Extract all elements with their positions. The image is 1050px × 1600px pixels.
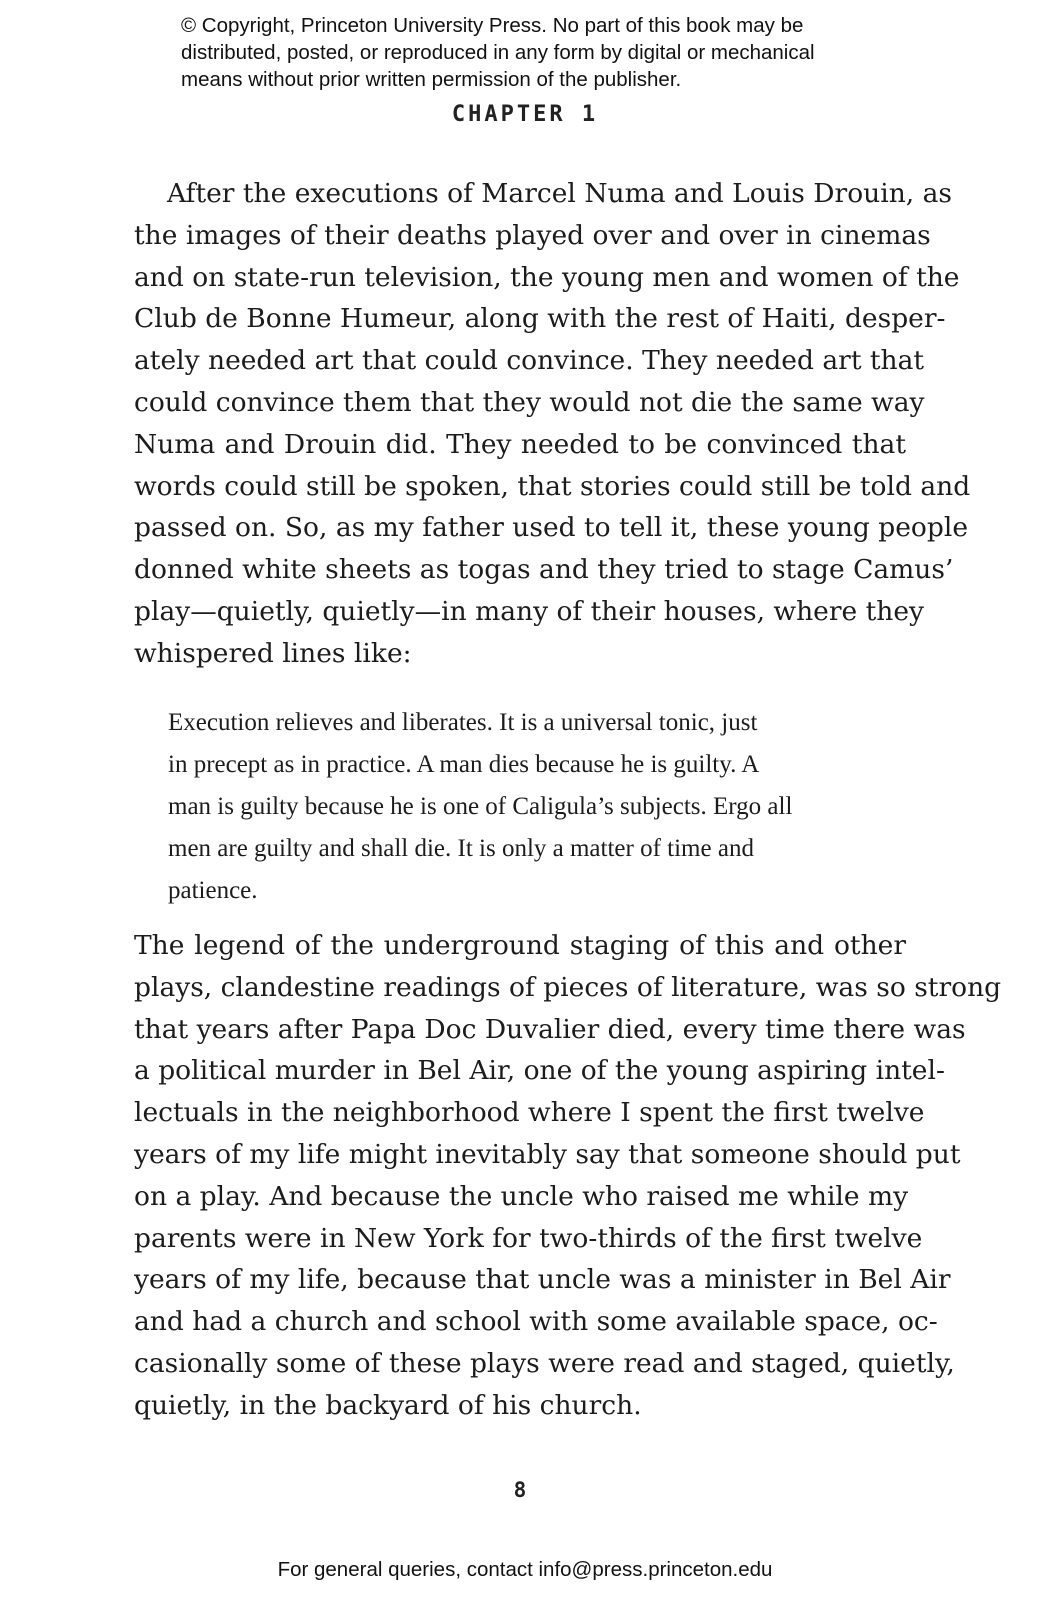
text-line: lectuals in the neighborhood where I spent the first twelve	[134, 1097, 925, 1129]
copyright-notice	[181, 12, 901, 93]
text-line: words could still be spoken, that stories could still be told and	[134, 470, 971, 502]
text-line: that years after Papa Doc Duvalier died, every time there was	[134, 1013, 966, 1045]
copyright-line: means without prior written permission of the publisher.	[181, 68, 682, 91]
text-line: casionally some of these plays were read and staged, quietly,	[134, 1347, 955, 1379]
text-line: plays, clandestine readings of pieces of literature, was so strong	[134, 971, 1002, 1003]
quote-line: men are guilty and shall die. It is only a matter of time and	[168, 835, 754, 862]
text-line: years of my life, because that uncle was a minister in Bel Air	[134, 1264, 951, 1296]
footer-contact: For general queries, contact info@press.princeton.edu	[277, 1558, 773, 1581]
text-line: The legend of the underground staging of this and other	[134, 930, 906, 961]
text-line: donned white sheets as togas and they tried to stage Camus’	[134, 554, 954, 586]
text-line: quietly, in the backyard of his church.	[134, 1389, 642, 1421]
text-line: passed on. So, as my father used to tell it, these young people	[134, 512, 969, 544]
paragraph-2	[134, 925, 1002, 1427]
copyright-line: distributed, posted, or reproduced in any form by digital or mechanical	[181, 41, 815, 64]
page-number: 8	[513, 1478, 527, 1502]
text-line: on a play. And because the uncle who raised me while my	[134, 1180, 909, 1212]
text-line: and on state-run television, the young men and women of the	[134, 261, 960, 293]
text-line: the images of their deaths played over and over in cinemas	[134, 219, 931, 251]
text-line: a political murder in Bel Air, one of the young aspiring intel-	[134, 1055, 945, 1087]
quote-line: in precept as in practice. A man dies because he is guilty. A	[168, 751, 760, 778]
text-line: parents were in New York for two-thirds of the first twelve	[134, 1222, 923, 1254]
chapter-heading: CHAPTER 1	[451, 102, 599, 127]
text-line: After the executions of Marcel Numa and Louis Drouin, as	[167, 178, 953, 209]
text-line: and had a church and school with some available space, oc-	[134, 1306, 938, 1338]
paragraph-1	[134, 173, 971, 675]
text-line: play—quietly, quietly—in many of their houses, where they	[134, 595, 925, 627]
text-line: Numa and Drouin did. They needed to be convinced that	[134, 428, 906, 460]
text-line: Club de Bonne Humeur, along with the rest of Haiti, desper-	[134, 303, 946, 335]
quote-line: man is guilty because he is one of Caligula’s subjects. Ergo all	[168, 793, 793, 820]
text-line: ately needed art that could convince. They needed art that	[134, 345, 925, 377]
copyright-line: © Copyright, Princeton University Press. No part of this book may be	[181, 14, 804, 37]
text-line: years of my life might inevitably say that someone should put	[134, 1138, 961, 1170]
block-quote	[168, 702, 868, 912]
text-line: whispered lines like:	[134, 637, 412, 669]
text-line: could convince them that they would not die the same way	[134, 386, 925, 418]
quote-line: Execution relieves and liberates. It is a universal tonic, just	[168, 709, 758, 736]
quote-line: patience.	[168, 877, 258, 904]
